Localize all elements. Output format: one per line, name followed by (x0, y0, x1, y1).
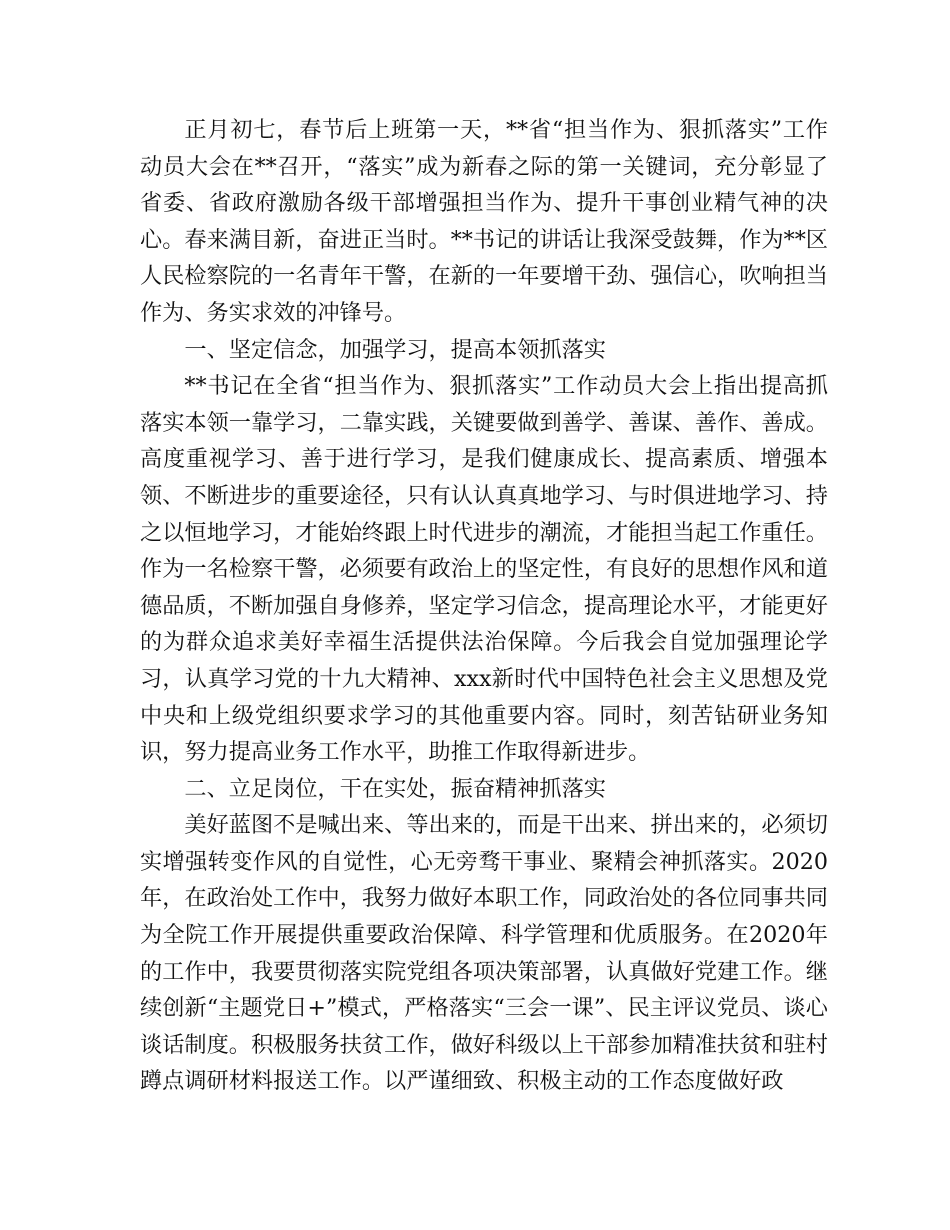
document-page (140, 112, 828, 1100)
section-heading-1: 一、坚定信念，加强学习，提高本领抓落实 (184, 336, 606, 363)
intro-paragraph: 正月初七，春节后上班第一天，**省“担当作为、狠抓落实”工作动员大会在**召开，“落实”成为新春之际的第一关键词，充分彰显了省委、省政府激励各级干部增强担当作为、提升干事创业精气神的决心。春来满目新，奋进正当时。**书记的讲话让我深受鼓舞，作为**区人民检察院的一名青年干警，在新的一年要增干劲、强信心，吹响担当作为、务实求效的冲锋号。 (140, 117, 828, 326)
section-heading-2: 二、立足岗位，干在实处，振奋精神抓落实 (184, 775, 606, 802)
section-1-paragraph: **书记在全省“担当作为、狠抓落实”工作动员大会上指出提高抓落实本领一靠学习，二靠实践，关键要做到善学、善谋、善作、善成。高度重视学习、善于进行学习，是我们健康成长、提高素质、增强本领、不断进步的重要途径，只有认认真真地学习、与时俱进地学习、持之以恒地学习，才能始终跟上时代进步的潮流，才能担当起工作重任。作为一名检察干警，必须要有政治上的坚定性，有良好的思想作风和道德品质，不断加强自身修养，坚定学习信念，提高理论水平，才能更好的为群众追求美好幸福生活提供法治保障。今后我会自觉加强理论学习，认真学习党的十九大精神、xxx新时代中国特色社会主义思想及党中央和上级党组织要求学习的其他重要内容。同时，刻苦钻研业务知识，努力提高业务工作水平，助推工作取得新进步。 (140, 373, 828, 766)
section-2-paragraph: 美好蓝图不是喊出来、等出来的，而是干出来、拼出来的，必须切实增强转变作风的自觉性，心无旁骛干事业、聚精会神抓落实。2020年，在政治处工作中，我努力做好本职工作，同政治处的各位同事共同为全院工作开展提供重要政治保障、科学管理和优质服务。在2020年的工作中，我要贯彻落实院党组各项决策部署，认真做好党建工作。继续创新“主题党日+”模式，严格落实“三会一课”、民主评议党员、谈心谈话制度。积极服务扶贫工作，做好科级以上干部参加精准扶贫和驻村蹲点调研材料报送工作。以严谨细致、积极主动的工作态度做好政 (140, 812, 828, 1095)
